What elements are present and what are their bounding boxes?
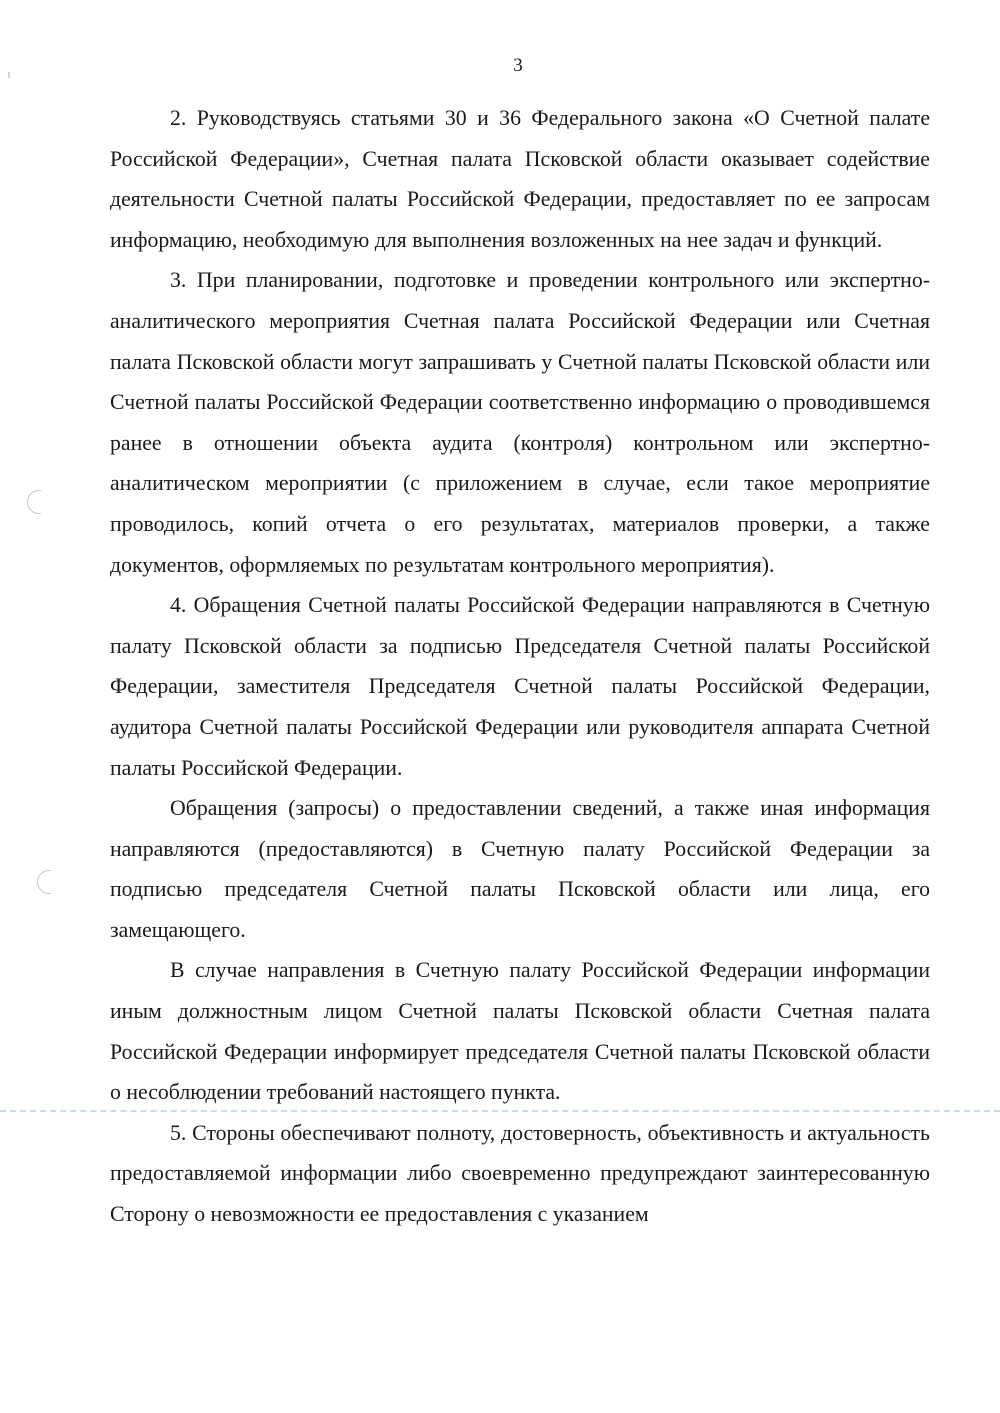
paragraph-requests: Обращения (запросы) о предоставлении сведений, а также иная информация направляются (предоставляются) в Счетную палату Российской Федерации за подписью председателя Счетной палаты Псковской области или лица, его замещающего. [110,796,930,942]
paragraph-item-5: 5. Стороны обеспечивают полноту, достоверность, объективность и актуальность предоставляемой информации либо своевременно предупреждают заинтересованную Сторону о невозможности ее предоставления с указанием [110,1120,930,1227]
page-number: 3 [513,55,523,76]
paragraph-item-3: 3. При планировании, подготовке и проведении контрольного или экспертно-аналитического мероприятия Счетная палата Российской Федерации или Счетная палата Псковской области могут запрашивать у Счетной палаты Псковской области или Счетной палаты Российской Федерации соответственно информацию о проводившемся ранее в отношении объекта аудита (контроля) контрольном или экспертно-аналитическом мероприятии (с приложением в случае, если такое мероприятие проводилось, копий отчета о его результатах, материалов проверки, а также документов, оформляемых по результатам контрольного мероприятия). [110,268,930,577]
document-body [110,98,930,1235]
punch-hole-mark [27,490,41,514]
paragraph-item-2: 2. Руководствуясь статьями 30 и 36 Федерального закона «О Счетной палате Российской Федерации», Счетная палата Псковской области оказывает содействие деятельности Счетной палаты Российской Федерации, предоставляет по ее запросам информацию, необходимую для выполнения возложенных на нее задач и функций. [110,106,930,252]
scan-artifact-line [0,1110,1000,1112]
punch-hole-mark [37,870,51,894]
paragraph-other-officials: В случае направления в Счетную палату Российской Федерации информации иным должностным лицом Счетной палаты Псковской области Счетная палата Российской Федерации информирует председателя Счетной палаты Псковской области о несоблюдении требований настоящего пункта. [110,958,930,1105]
paragraph-item-4: 4. Обращения Счетной палаты Российской Федерации направляются в Счетную палату Псковской области за подписью Председателя Счетной палаты Российской Федерации, заместителя Председателя Счетной палаты Российской Федерации, аудитора Счетной палаты Российской Федерации или руководителя аппарата Счетной палаты Российской Федерации. [110,593,930,780]
